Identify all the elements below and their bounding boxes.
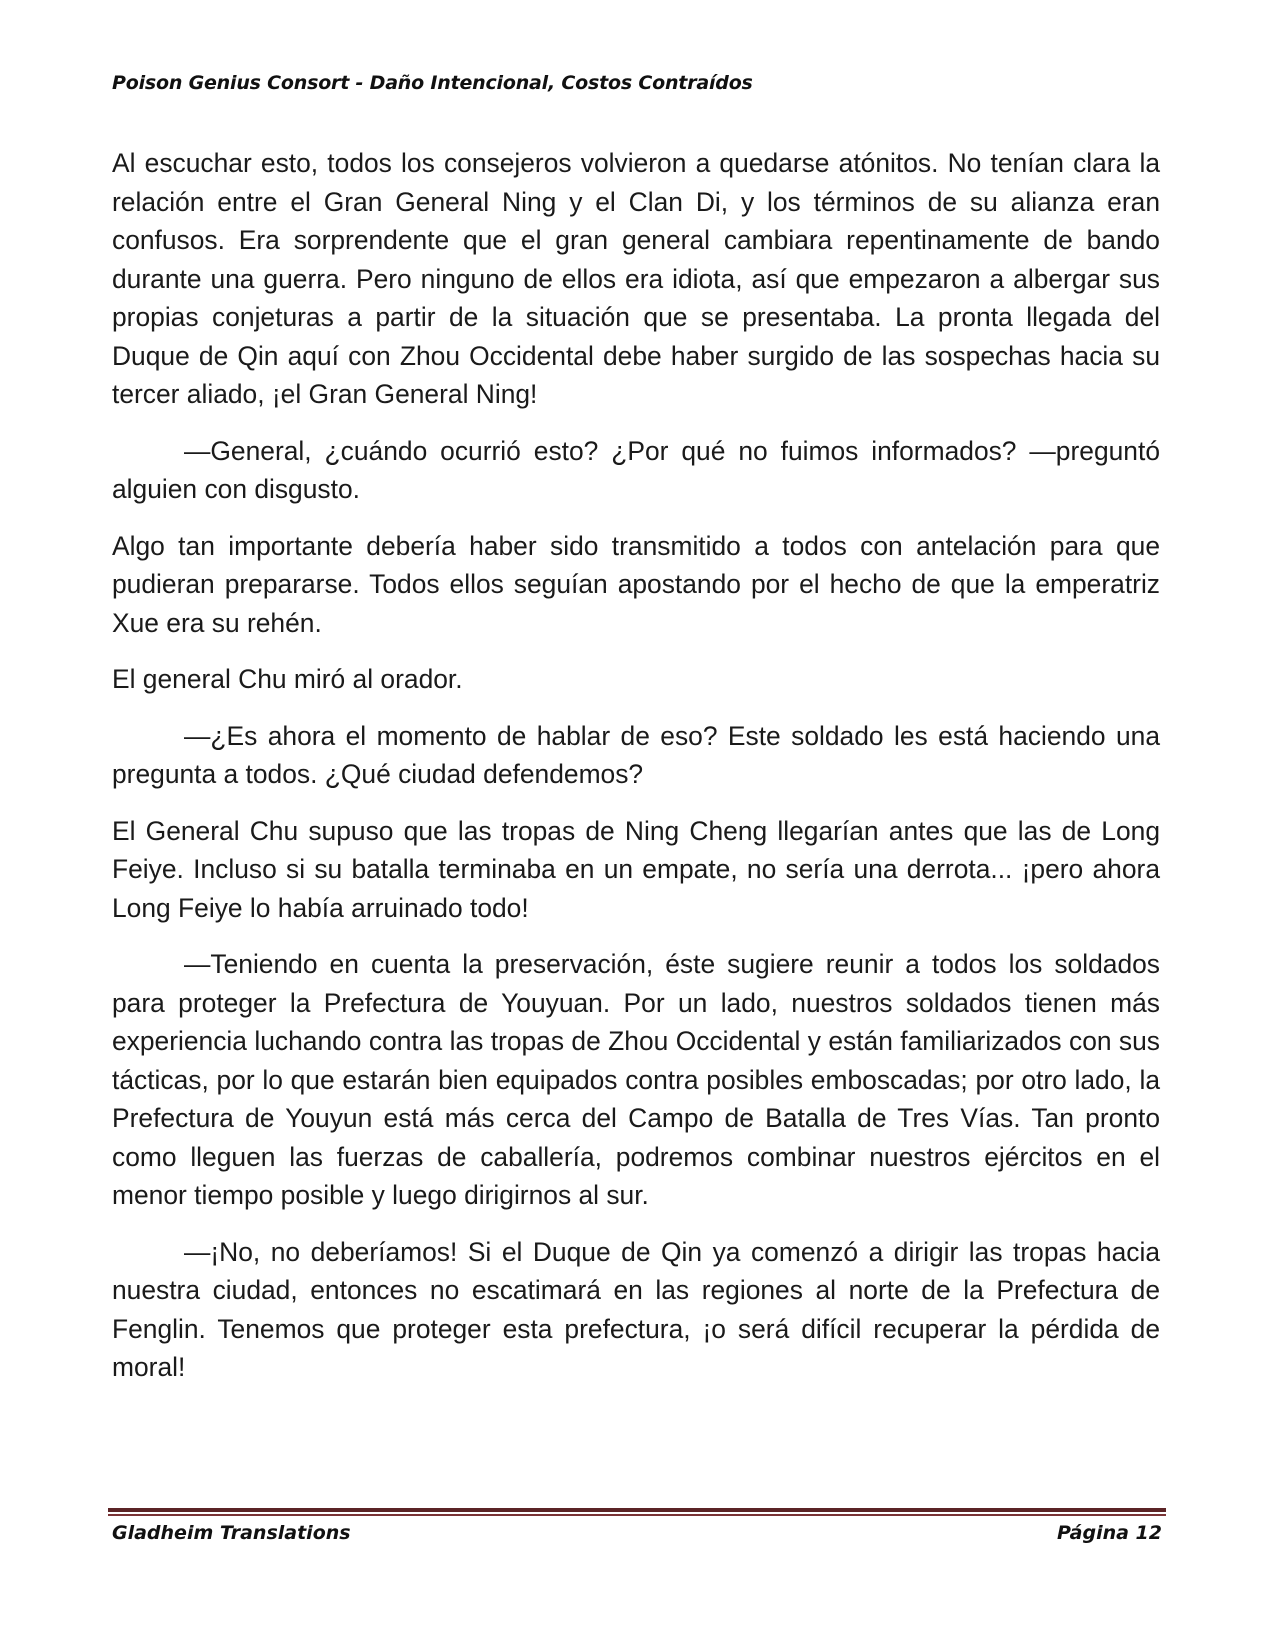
running-header: Poison Genius Consort - Daño Intencional, Costos Contraídos	[112, 72, 753, 94]
paragraph: Al escuchar esto, todos los consejeros volvieron a quedarse atónitos. No tenían clara la relación entre el Gran General Ning y el Clan Di, y los términos de su alianza eran confusos. Era sorprendente que el gran general cambiara repentinamente de bando durante una guerra. Pero ninguno de ellos era idiota, así que empezaron a albergar sus propias conjeturas a partir de la situación que se presentaba. La pronta llegada del Duque de Qin aquí con Zhou Occidental debe haber surgido de las sospechas hacia su tercer aliado, ¡el Gran General Ning!	[112, 148, 1160, 409]
footer-divider-thin-line	[108, 1514, 1166, 1516]
page-number: Página 12	[1056, 1522, 1162, 1544]
paragraph: Algo tan importante debería haber sido transmitido a todos con antelación para que pudieran prepararse. Todos ellos seguían apostando por el hecho de que la emperatriz Xue era su rehén.	[112, 530, 1160, 638]
dialogue-paragraph: —Teniendo en cuenta la preservación, éste sugiere reunir a todos los soldados para proteger la Prefectura de Youyuan. Por un lado, nuestros soldados tienen más experiencia luchando contra las tropas de Zhou Occidental y están familiarizados con sus tácticas, por lo que estarán bien equipados contra posibles emboscadas; por otro lado, la Prefectura de Youyun está más cerca del Campo de Batalla de Tres Vías. Tan pronto como lleguen las fuerzas de caballería, podremos combinar nuestros ejércitos en el menor tiempo posible y luego dirigirnos al sur.	[112, 949, 1160, 1210]
dialogue-paragraph: —General, ¿cuándo ocurrió esto? ¿Por qué no fuimos informados? —preguntó alguien con disgusto.	[112, 435, 1160, 504]
footer-divider-thick-line	[108, 1508, 1166, 1512]
page-body	[112, 144, 1160, 1405]
paragraph: El general Chu miró al orador.	[112, 664, 463, 694]
paragraph: El General Chu supuso que las tropas de Ning Cheng llegarían antes que las de Long Feiye. Incluso si su batalla terminaba en un empate, no sería una derrota... ¡pero ahora Long Feiye lo había arruinado todo!	[112, 815, 1160, 923]
dialogue-paragraph: —¿Es ahora el momento de hablar de eso? Este soldado les está haciendo una pregunta a todos. ¿Qué ciudad defendemos?	[112, 720, 1160, 789]
footer-divider	[108, 1508, 1166, 1517]
dialogue-paragraph: —¡No, no deberíamos! Si el Duque de Qin ya comenzó a dirigir las tropas hacia nuestra ciudad, entonces no escatimará en las regiones al norte de la Prefectura de Fenglin. Tenemos que proteger esta prefectura, ¡o será difícil recuperar la pérdida de moral!	[112, 1236, 1160, 1382]
footer-publisher: Gladheim Translations	[112, 1522, 351, 1544]
